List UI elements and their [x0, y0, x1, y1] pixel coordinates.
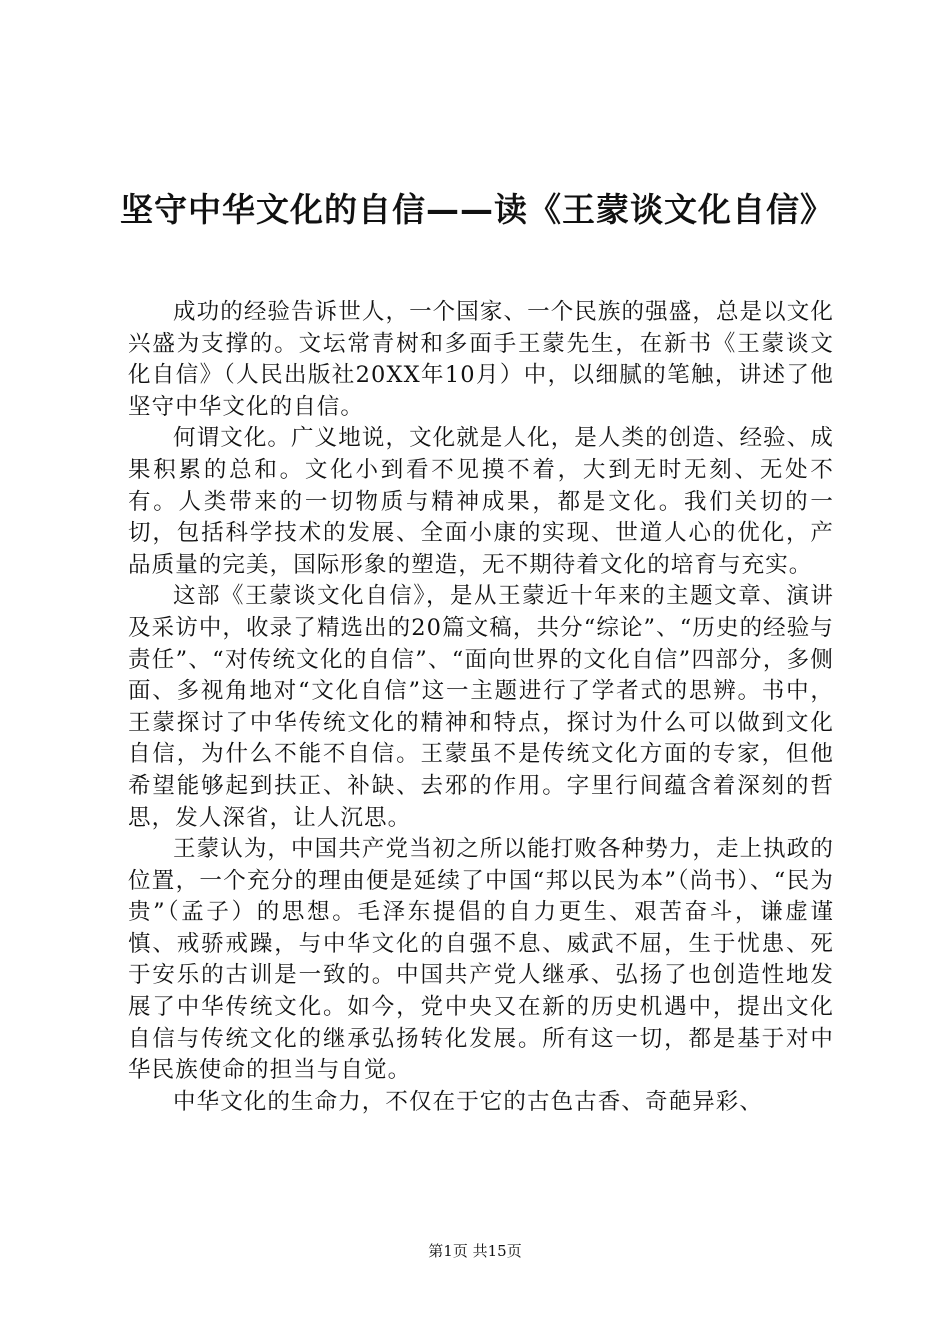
paragraph-2: 何谓文化。广义地说，文化就是人化，是人类的创造、经验、成果积累的总和。文化小到看不见摸不着，大到无时无刻、无处不有。人类带来的一切物质与精神成果，都是文化。我们关切的一切，包括科学技术的发展、全面小康的实现、世道人心的优化，产品质量的完美，国际形象的塑造，无不期待着文化的培育与充实。 [128, 425, 834, 578]
paragraph-1: 成功的经验告诉世人，一个国家、一个民族的强盛，总是以文化兴盛为支撑的。文坛常青树和多面手王蒙先生，在新书《王蒙谈文化自信》（人民出版社20XX年10月）中，以细腻的笔触，讲述了他坚守中华文化的自信。 [128, 299, 834, 420]
document-title: 坚守中华文化的自信——读《王蒙谈文化自信》 [120, 190, 834, 229]
paragraph-3: 这部《王蒙谈文化自信》，是从王蒙近十年来的主题文章、演讲及采访中，收录了精选出的20篇文稿，共分“综论”、“历史的经验与责任”、“对传统文化的自信”、“面向世界的文化自信”四部分，多侧面、多视角地对“文化自信”这一主题进行了学者式的思辨。书中，王蒙探讨了中华传统文化的精神和特点，探讨为什么可以做到文化自信，为什么不能不自信。王蒙虽不是传统文化方面的专家，但他希望能够起到扶正、补缺、去邪的作用。字里行间蕴含着深刻的哲思，发人深省，让人沉思。 [128, 583, 834, 831]
paragraph-5: 中华文化的生命力，不仅在于它的古色古香、奇葩异彩、 [173, 1088, 764, 1115]
document-body [128, 297, 834, 1118]
page-number-footer: 第1页 共15页 [428, 1242, 522, 1260]
paragraph-4: 王蒙认为，中国共产党当初之所以能打败各种势力，走上执政的位置，一个充分的理由便是延续了中国“邦以民为本”（尚书）、“民为贵”（孟子）的思想。毛泽东提倡的自力更生、艰苦奋斗，谦虚谨慎、戒骄戒躁，与中华文化的自强不息、威武不屈，生于忧患、死于安乐的古训是一致的。中国共产党人继承、弘扬了也创造性地发展了中华传统文化。如今，党中央又在新的历史机遇中，提出文化自信与传统文化的继承弘扬转化发展。所有这一切，都是基于对中华民族使命的担当与自觉。 [128, 836, 834, 1084]
